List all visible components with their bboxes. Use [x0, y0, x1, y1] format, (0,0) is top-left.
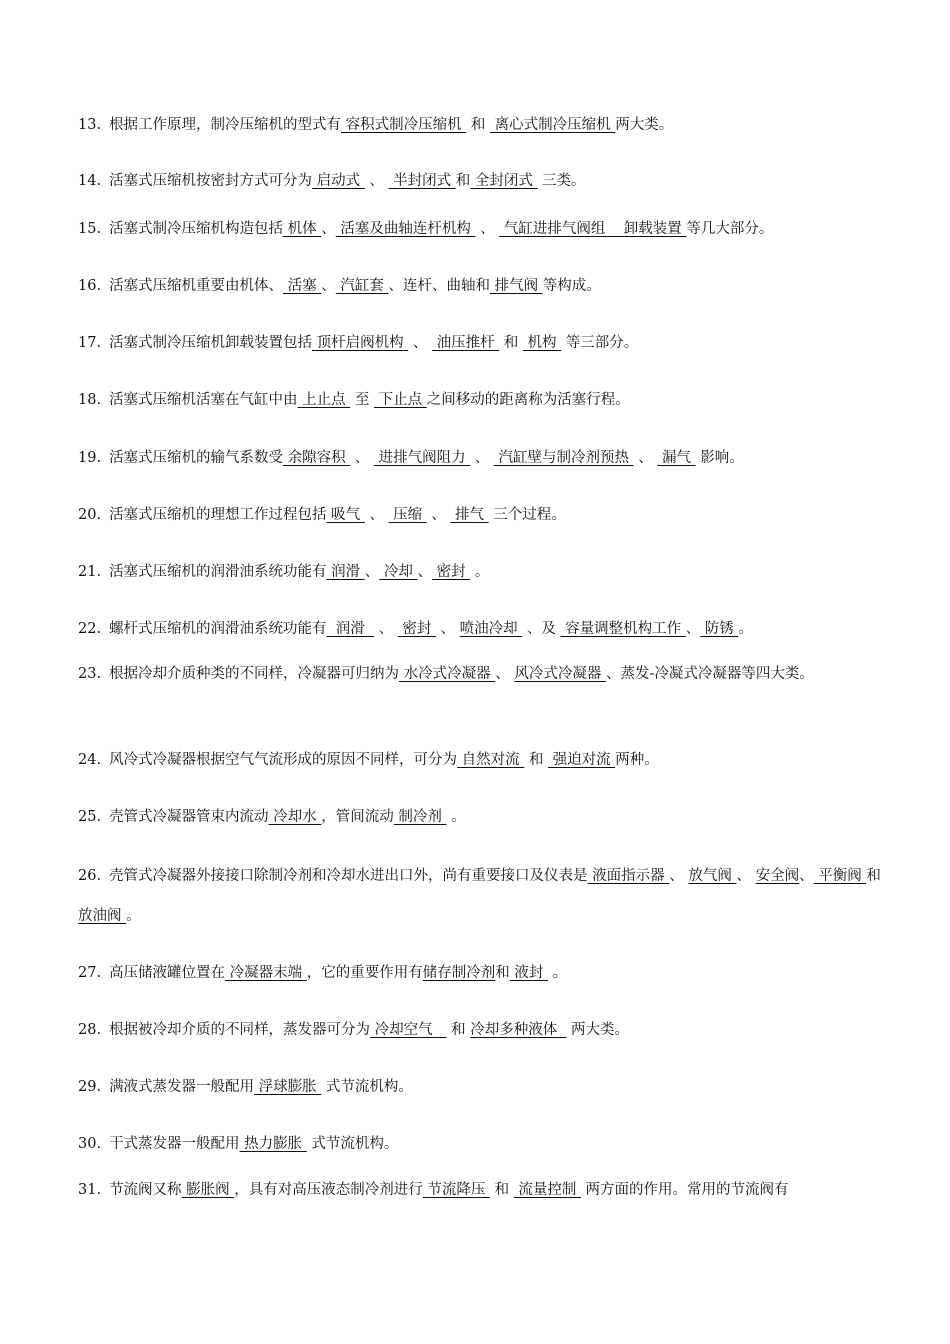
answer-blank: 漏气 — [657, 450, 696, 466]
question-number: 13. — [78, 117, 102, 133]
question-23 — [78, 654, 894, 694]
question-text: 、连杆、曲轴和 — [388, 278, 490, 294]
answer-blank: 压缩 — [388, 507, 427, 523]
answer-blank: 活塞及曲轴连杆机构 — [335, 221, 476, 237]
question-number: 15. — [78, 221, 102, 237]
question-text: 、 — [321, 278, 336, 294]
question-text: 等三部分。 — [561, 335, 639, 351]
question-text: 和 — [455, 173, 471, 189]
question-text: 和 — [524, 752, 548, 768]
answer-blank: 进排气阀阻力 — [374, 450, 471, 466]
question-text: 等几大部分。 — [686, 221, 774, 237]
answer-blank: 油压推杆 — [432, 335, 500, 351]
question-text: 干式蒸发器一般配用 — [109, 1136, 240, 1152]
question-15 — [78, 220, 894, 238]
question-text: 、 — [685, 621, 701, 637]
answer-blank: 储存制冷剂 — [422, 965, 496, 981]
question-text: 风冷式冷凝器根据空气气流形成的原因不同样，可分为 — [109, 752, 458, 768]
question-text: 、 — [633, 450, 658, 466]
question-text: 两方面的作用。常用的节流阀有 — [580, 1182, 789, 1198]
question-text: 和 — [866, 868, 881, 884]
question-text: 壳管式冷凝器管束内流动 — [109, 809, 269, 825]
question-text: 高压储液罐位置在 — [109, 965, 226, 981]
question-text: 、 — [470, 450, 494, 466]
question-text: 、 — [417, 564, 432, 580]
question-text: 活塞式压缩机的理想工作过程包括 — [109, 507, 327, 523]
question-text: 。 — [470, 564, 490, 580]
question-text: 。 — [446, 809, 466, 825]
question-text: 、 — [475, 221, 500, 237]
question-number: 28. — [78, 1022, 102, 1038]
question-text: 式节流机构。 — [321, 1079, 413, 1095]
question-21 — [78, 563, 894, 581]
question-text: 、 — [364, 173, 389, 189]
answer-blank: 喷油冷却 — [459, 621, 523, 637]
answer-blank: 强迫对流 — [548, 752, 616, 768]
question-text: 和 — [446, 1022, 471, 1038]
question-text: 之间移动的距离称为活塞行程。 — [426, 392, 630, 408]
question-text: 根据工作原理，制冷压缩机的型式有 — [109, 117, 342, 133]
answer-blank: 液面指示器 — [587, 868, 670, 884]
question-30 — [78, 1135, 894, 1153]
question-text: 节流阀又称 — [109, 1182, 182, 1198]
answer-blank: 冷却 — [379, 564, 418, 580]
answer-blank: 密封 — [432, 564, 471, 580]
question-text: 、 — [321, 221, 336, 237]
question-17 — [78, 334, 894, 352]
question-text: ，管间流动 — [321, 809, 394, 825]
answer-blank: 容量调整机构工作 — [560, 621, 686, 637]
question-text: 、及 — [522, 621, 561, 637]
question-29 — [78, 1078, 894, 1096]
answer-blank: 润滑 — [326, 621, 374, 637]
question-text: 、 — [736, 868, 756, 884]
question-text: 。 — [738, 621, 753, 637]
question-text: 两大类。 — [615, 117, 674, 133]
answer-blank: 气缸进排气阀组 — [499, 221, 610, 237]
question-text: 、 — [669, 868, 689, 884]
question-22 — [78, 620, 894, 638]
question-text: 壳管式冷凝器外接接口除制冷剂和冷却水进出口外，尚有重要接口及仪表是 — [109, 868, 588, 884]
question-text: 活塞式压缩机的输气系数受 — [109, 450, 284, 466]
question-text: 、 — [364, 507, 389, 523]
question-number: 27. — [78, 965, 102, 981]
question-text: 根据冷却介质种类的不同样，冷凝器可归纳为 — [109, 666, 400, 682]
answer-blank: 冷凝器末端 — [225, 965, 307, 981]
answer-blank: 全封闭式 — [470, 173, 538, 189]
question-text: ，具有对高压液态制冷剂进行 — [234, 1182, 423, 1198]
answer-blank: 冷却水 — [268, 809, 322, 825]
question-text: 螺杆式压缩机的润滑油系统功能有 — [109, 621, 327, 637]
answer-blank: 制冷剂 — [393, 809, 447, 825]
question-31 — [78, 1181, 894, 1199]
answer-blank: 下止点 — [374, 392, 427, 408]
question-18 — [78, 391, 894, 409]
answer-blank: 浮球膨胀 — [254, 1079, 322, 1095]
answer-blank: 机构 — [522, 335, 562, 351]
question-number: 31. — [78, 1182, 102, 1198]
answer-blank: 流量控制 — [513, 1182, 581, 1198]
question-text: 、 — [374, 621, 398, 637]
question-text: 、 — [799, 868, 814, 884]
answer-blank: 汽缸套 — [335, 278, 389, 294]
answer-blank: 密封 — [397, 621, 436, 637]
question-number: 24. — [78, 752, 102, 768]
question-text: 活塞式压缩机按密封方式可分为 — [109, 173, 313, 189]
question-text: 。 — [548, 965, 568, 981]
answer-blank: 热力膨胀 — [239, 1136, 307, 1152]
answer-blank: 半封闭式 — [388, 173, 456, 189]
question-28 — [78, 1021, 894, 1039]
question-number: 22. — [78, 621, 102, 637]
answer-blank: 上止点 — [297, 392, 351, 408]
question-text: 、 — [435, 621, 460, 637]
question-text: ，它的重要作用有 — [306, 965, 423, 981]
answer-blank: 安全阀 — [755, 868, 800, 884]
question-24 — [78, 751, 894, 769]
question-26 — [78, 856, 894, 936]
question-number: 14. — [78, 173, 102, 189]
question-text: 两种。 — [615, 752, 659, 768]
question-number: 16. — [78, 278, 102, 294]
question-text: 活塞式压缩机的润滑油系统功能有 — [109, 564, 327, 580]
question-25 — [78, 808, 894, 826]
answer-blank: 冷却多种液体 — [470, 1022, 567, 1038]
question-text: 和 — [495, 965, 510, 981]
answer-blank: 水冷式冷凝器 — [399, 666, 496, 682]
question-text: 活塞式制冷压缩机卸载装置包括 — [109, 335, 313, 351]
answer-blank: 防锈 — [700, 621, 739, 637]
question-text: 等构成。 — [542, 278, 601, 294]
question-text: 根据被冷却介质的不同样，蒸发器可分为 — [109, 1022, 371, 1038]
question-19 — [78, 449, 894, 467]
answer-blank: 膨胀阀 — [181, 1182, 235, 1198]
answer-blank: 放气阀 — [688, 868, 737, 884]
answer-blank: 活塞 — [283, 278, 322, 294]
question-text: 影响。 — [695, 450, 744, 466]
question-text: 活塞式制冷压缩机构造包括 — [109, 221, 284, 237]
answer-blank: 润滑 — [326, 564, 365, 580]
question-text: 三个过程。 — [488, 507, 566, 523]
question-text: 满液式蒸发器一般配用 — [109, 1079, 255, 1095]
question-16 — [78, 277, 894, 295]
question-text: 和 — [490, 1182, 514, 1198]
question-text: 、 — [364, 564, 380, 580]
question-text: 活塞式压缩机活塞在气缸中由 — [109, 392, 298, 408]
question-text: 、 — [495, 666, 515, 682]
answer-blank: 排气阀 — [490, 278, 543, 294]
question-number: 25. — [78, 809, 102, 825]
answer-blank: 容积式制冷压缩机 — [341, 117, 467, 133]
question-text: 、 — [350, 450, 374, 466]
question-text: 、 — [408, 335, 432, 351]
answer-blank: 冷却空气 — [370, 1022, 447, 1038]
question-number: 23. — [78, 666, 102, 682]
question-number: 26. — [78, 868, 102, 884]
answer-blank: 风冷式冷凝器 — [514, 666, 606, 682]
question-number: 17. — [78, 335, 102, 351]
question-number: 18. — [78, 392, 102, 408]
question-text: 和 — [466, 117, 490, 133]
question-text: 和 — [499, 335, 523, 351]
answer-blank: 卸载装置 — [609, 221, 687, 237]
question-text: 、 — [426, 507, 451, 523]
answer-blank: 离心式制冷压缩机 — [490, 117, 616, 133]
answer-blank: 汽缸壁与制冷剂预热 — [493, 450, 634, 466]
answer-blank: 节流降压 — [422, 1182, 490, 1198]
answer-blank: 吸气 — [326, 507, 365, 523]
question-number: 20. — [78, 507, 102, 523]
answer-blank: 平衡阀 — [813, 868, 867, 884]
question-27 — [78, 964, 894, 982]
question-text: 两大类。 — [566, 1022, 630, 1038]
answer-blank: 液封 — [509, 965, 548, 981]
answer-blank: 放油阀 — [78, 908, 127, 924]
question-20 — [78, 506, 894, 524]
question-13 — [78, 116, 894, 134]
question-text: 活塞式压缩机重要由机体、 — [109, 278, 284, 294]
answer-blank: 排气 — [450, 507, 489, 523]
question-number: 19. — [78, 450, 102, 466]
answer-blank: 余隙容积 — [283, 450, 351, 466]
question-text: 、蒸发-冷凝式冷凝器等四大类。 — [606, 666, 814, 682]
question-number: 30. — [78, 1136, 102, 1152]
answer-blank: 启动式 — [312, 173, 365, 189]
answer-blank: 自然对流 — [457, 752, 525, 768]
question-text: 式节流机构。 — [306, 1136, 399, 1152]
question-text: 至 — [350, 392, 374, 408]
question-14 — [78, 172, 894, 190]
question-number: 21. — [78, 564, 102, 580]
question-number: 29. — [78, 1079, 102, 1095]
answer-blank: 机体 — [283, 221, 322, 237]
question-text: 三类。 — [537, 173, 586, 189]
answer-blank: 顶杆启阀机构 — [312, 335, 409, 351]
question-text: 。 — [126, 908, 141, 924]
